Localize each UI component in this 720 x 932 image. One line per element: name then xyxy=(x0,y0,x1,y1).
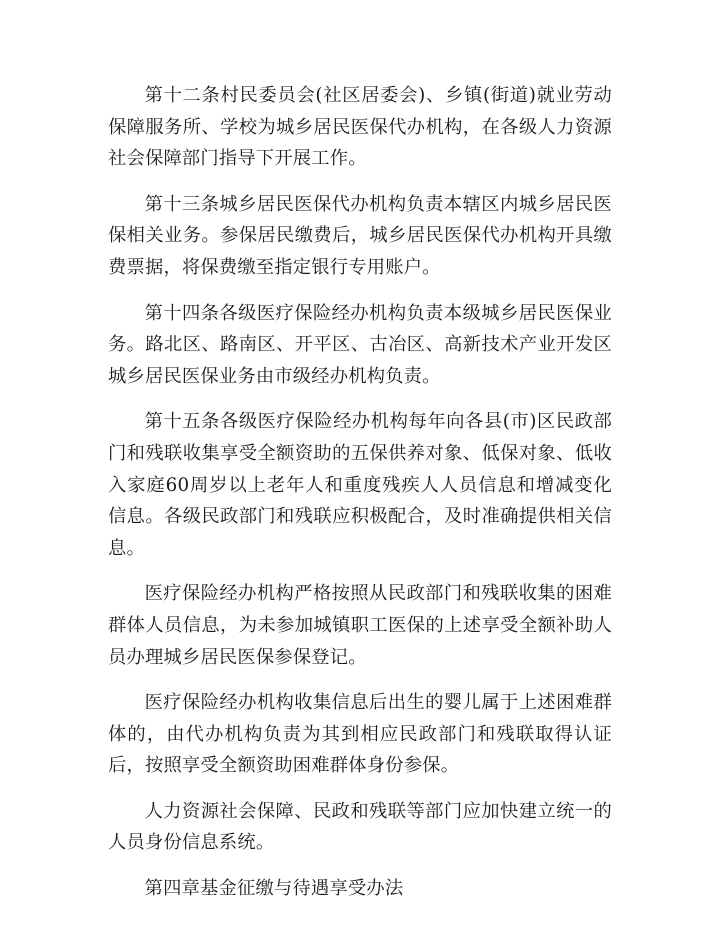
article-15-paragraph: 第十五条各级医疗保险经办机构每年向各县(市)区民政部门和残联收集享受全额资助的五保供养对象、低保对象、低收入家庭60周岁以上老年人和重度残疾人人员信息和增减变化信息。各级民政部门和残联应积极配合，及时准确提供相关信息。 xyxy=(108,411,612,559)
document-page xyxy=(108,80,612,919)
chapter-4-heading: 第四章基金征缴与待遇享受办法 xyxy=(144,878,404,900)
newborn-paragraph: 医疗保险经办机构收集信息后出生的婴儿属于上述困难群体的，由代办机构负责为其到相应民政部门和残联取得认证后，按照享受全额资助困难群体身份参保。 xyxy=(108,692,612,777)
identity-system-paragraph: 人力资源社会保障、民政和残联等部门应加快建立统一的人员身份信息系统。 xyxy=(108,800,612,854)
article-14-paragraph: 第十四条各级医疗保险经办机构负责本级城乡居民医保业务。路北区、路南区、开平区、古冶区、高新技术产业开发区城乡居民医保业务由市级经办机构负责。 xyxy=(108,302,612,387)
registration-paragraph: 医疗保险经办机构严格按照从民政部门和残联收集的困难群体人员信息，为未参加城镇职工医保的上述享受全额补助人员办理城乡居民医保参保登记。 xyxy=(108,583,612,668)
article-12-paragraph: 第十二条村民委员会(社区居委会)、乡镇(街道)就业劳动保障服务所、学校为城乡居民医保代办机构，在各级人力资源社会保障部门指导下开展工作。 xyxy=(108,85,612,170)
article-13-paragraph: 第十三条城乡居民医保代办机构负责本辖区内城乡居民医保相关业务。参保居民缴费后，城乡居民医保代办机构开具缴费票据，将保费缴至指定银行专用账户。 xyxy=(108,193,612,278)
